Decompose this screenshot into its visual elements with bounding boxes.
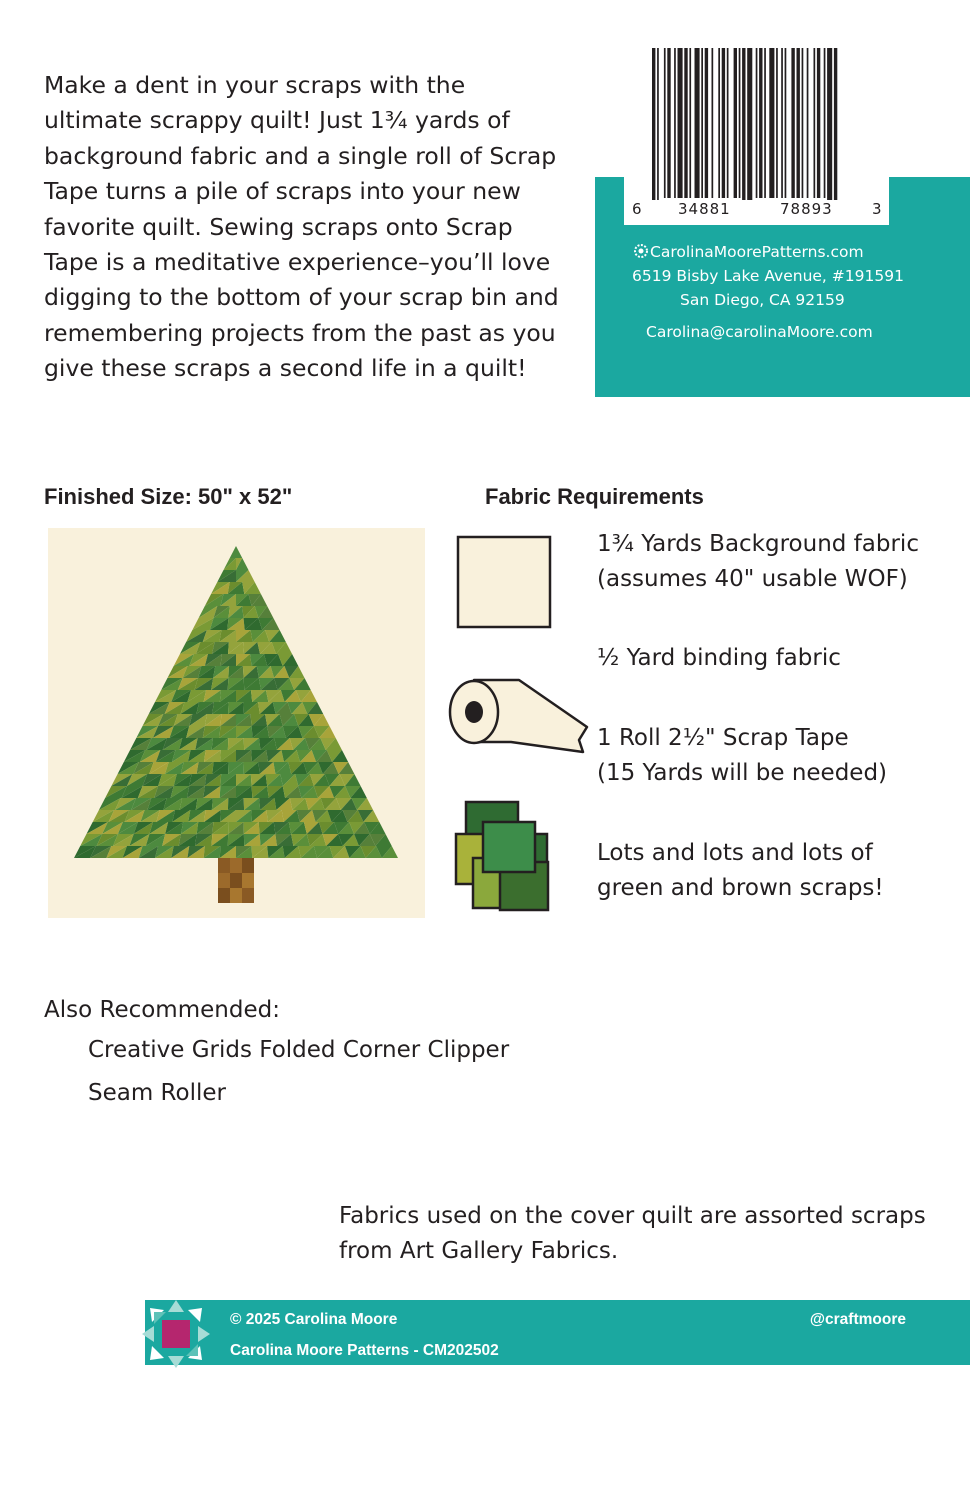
intro-line: Tape turns a pile of scraps into your new xyxy=(44,177,521,206)
intro-line: ultimate scrappy quilt! Just 1¾ yards of xyxy=(44,106,510,135)
social-handle[interactable]: @craftmoore xyxy=(809,1311,906,1328)
trunk-patch xyxy=(218,873,230,888)
barcode-bar xyxy=(756,48,758,198)
trunk-patch xyxy=(230,858,242,873)
requirement-line: (assumes 40" usable WOF) xyxy=(597,566,908,592)
website[interactable] xyxy=(633,240,864,264)
barcode-bar xyxy=(802,48,804,198)
barcode-bar xyxy=(722,48,725,198)
barcode-bar xyxy=(807,48,809,198)
fabrics-note-line: from Art Gallery Fabrics. xyxy=(339,1238,619,1264)
barcode-bar xyxy=(701,48,703,198)
intro-line: digging to the bottom of your scrap bin and xyxy=(44,283,559,312)
trunk-patch xyxy=(218,858,230,873)
intro-line: Tape is a meditative experience–you’ll love xyxy=(44,248,551,277)
trunk-patch xyxy=(230,888,242,903)
requirement-scraps xyxy=(597,836,884,906)
requirement-scrap-tape xyxy=(597,721,887,791)
requirement-line: 1¾ Yards Background fabric xyxy=(597,531,919,557)
barcode-bar xyxy=(827,48,832,200)
barcode-bar xyxy=(742,48,745,200)
barcode-bar xyxy=(727,48,729,198)
intro-line: Make a dent in your scraps with the xyxy=(44,71,466,99)
tape-roll-icon xyxy=(447,672,589,754)
barcode-bar xyxy=(814,48,816,198)
barcode-bar xyxy=(664,48,666,198)
intro-line: background fabric and a single roll of Scrap xyxy=(44,141,557,170)
email-link[interactable]: Carolina@carolinaMoore.com xyxy=(646,323,873,341)
barcode-digit-trail: 3 xyxy=(872,200,883,218)
barcode-bar xyxy=(785,48,787,198)
barcode-bar xyxy=(747,48,752,200)
requirement-line: 1 Roll 2½" Scrap Tape xyxy=(597,725,849,751)
barcode-bar xyxy=(781,48,783,198)
barcode-digits xyxy=(624,200,889,222)
trunk-patch xyxy=(218,888,230,903)
barcode xyxy=(624,40,889,225)
trunk-patch xyxy=(230,873,242,888)
barcode-bars xyxy=(624,40,889,200)
barcode-bar xyxy=(734,48,737,198)
address-line-1: 6519 Bisby Lake Avenue, #191591 xyxy=(632,267,904,285)
intro-paragraph xyxy=(44,68,564,387)
address-line-2: San Diego, CA 92159 xyxy=(680,291,845,309)
requirement-background xyxy=(597,527,919,597)
also-recommended-heading: Also Recommended: xyxy=(44,997,280,1023)
barcode-bar xyxy=(689,48,691,198)
trunk-patch xyxy=(242,873,254,888)
barcode-bar xyxy=(684,48,687,198)
intro-line: give these scraps a second life in a quilt! xyxy=(44,354,527,383)
barcode-bar xyxy=(769,48,774,198)
tree-trunk xyxy=(218,858,254,903)
barcode-bar xyxy=(817,48,820,198)
barcode-bar xyxy=(797,48,800,198)
trunk-patch xyxy=(242,858,254,873)
recommended-item: Seam Roller xyxy=(88,1080,226,1106)
requirement-line: (15 Yards will be needed) xyxy=(597,760,888,786)
star-logo-icon xyxy=(140,1298,212,1370)
fabrics-note xyxy=(339,1199,926,1269)
barcode-bar xyxy=(759,48,762,198)
footer-bar xyxy=(145,1300,970,1365)
barcode-bar xyxy=(705,48,708,198)
website-link[interactable]: CarolinaMoorePatterns.com xyxy=(650,243,864,261)
barcode-bar xyxy=(674,48,676,198)
scraps-stack-icon xyxy=(453,800,551,914)
tree-quilt-illustration xyxy=(48,528,425,918)
barcode-bar xyxy=(764,48,766,198)
barcode-digit-group: 78893 xyxy=(780,200,833,218)
requirement-line: ½ Yard binding fabric xyxy=(597,645,841,671)
fabrics-note-line: Fabrics used on the cover quilt are assorted scraps xyxy=(339,1203,926,1229)
barcode-bar xyxy=(652,48,655,200)
barcode-bar xyxy=(712,48,714,198)
copyright: © 2025 Carolina Moore xyxy=(230,1311,398,1328)
barcode-bar xyxy=(695,48,700,198)
trunk-patch xyxy=(242,888,254,903)
barcode-bar xyxy=(834,48,837,200)
star-center xyxy=(162,1320,190,1348)
barcode-bar xyxy=(776,48,778,198)
barcode-bar xyxy=(667,48,670,198)
requirement-line: Lots and lots and lots of xyxy=(597,840,873,866)
quilt-logo-icon xyxy=(633,243,649,259)
barcode-bar xyxy=(824,48,826,198)
intro-line: remembering projects from the past as you xyxy=(44,318,556,347)
barcode-bar xyxy=(657,48,659,200)
requirement-line: green and brown scraps! xyxy=(597,875,884,901)
barcode-bar xyxy=(678,48,683,198)
finished-size-heading: Finished Size: 50" x 52" xyxy=(44,484,293,509)
barcode-bar xyxy=(791,48,794,198)
intro-line: favorite quilt. Sewing scraps onto Scrap xyxy=(44,212,513,241)
fabric-requirements-heading: Fabric Requirements xyxy=(485,484,704,509)
recommended-item: Creative Grids Folded Corner Clipper xyxy=(88,1037,510,1063)
barcode-bar xyxy=(739,48,741,198)
fabric-swatch-icon xyxy=(456,535,552,629)
barcode-digit-lead: 6 xyxy=(632,200,643,218)
pattern-id: Carolina Moore Patterns - CM202502 xyxy=(230,1342,499,1359)
barcode-bar xyxy=(718,48,720,198)
barcode-digit-group: 34881 xyxy=(678,200,731,218)
requirement-binding xyxy=(597,641,841,676)
